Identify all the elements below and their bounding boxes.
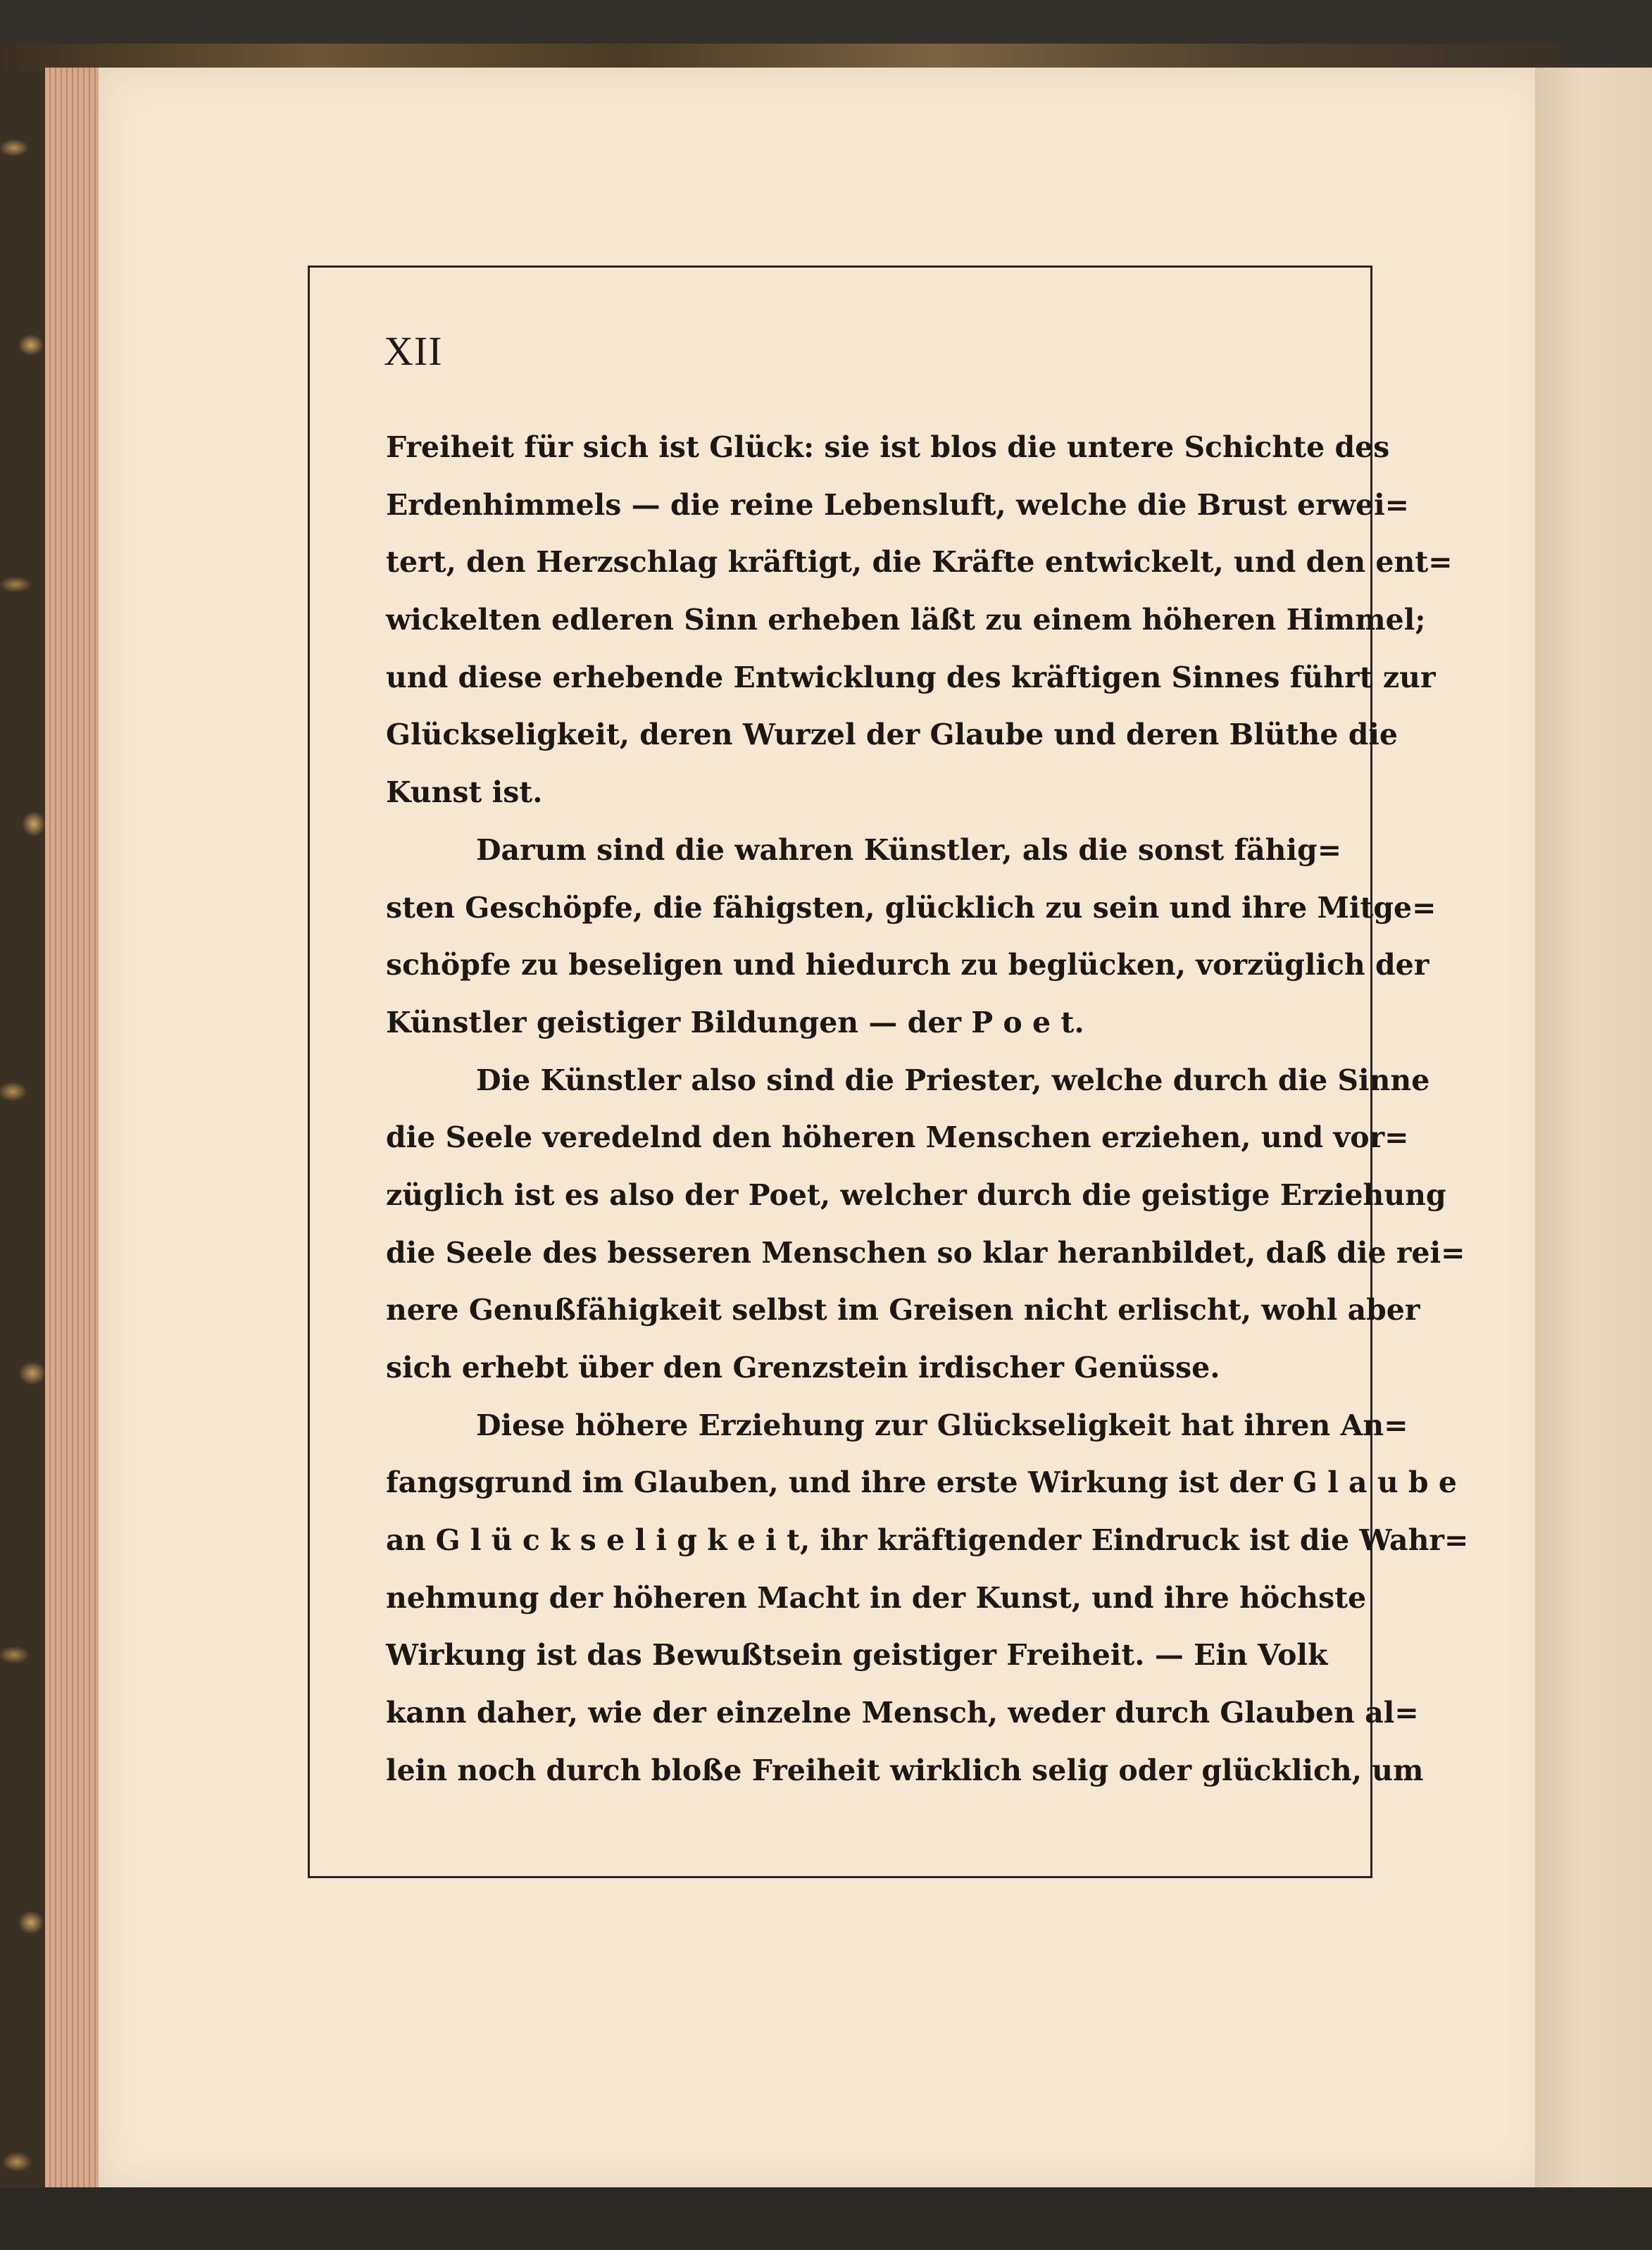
text-line: Erdenhimmels — die reine Lebensluft, welche die Brust erwei= <box>386 487 1409 522</box>
page-text <box>386 419 1469 1800</box>
text-line: tert, den Herzschlag kräftigt, die Kräfte entwickelt, und den ent= <box>386 545 1453 580</box>
text-line: Wirkung ist das Bewußtsein geistiger Freiheit. — Ein Volk <box>386 1638 1328 1673</box>
text-line: an G l ü c k s e l i g k e i t, ihr kräftigender Eindruck ist die Wahr= <box>386 1523 1469 1558</box>
text-line: züglich ist es also der Poet, welcher durch die geistige Erziehung <box>386 1177 1446 1212</box>
text-line: Diese höhere Erziehung zur Glückseligkeit hat ihren An= <box>476 1408 1408 1442</box>
text-line: nere Genußfähigkeit selbst im Greisen nicht erlischt, wohl aber <box>386 1293 1420 1327</box>
text-line: sich erhebt über den Grenzstein irdischer Genüsse. <box>386 1351 1220 1385</box>
text-line: sten Geschöpfe, die fähigsten, glücklich zu sein und ihre Mitge= <box>386 890 1437 925</box>
text-line: die Seele veredelnd den höheren Menschen erziehen, und vor= <box>386 1120 1409 1155</box>
text-line: Glückseligkeit, deren Wurzel der Glaube und deren Blüthe die <box>386 718 1398 752</box>
marbled-binding <box>0 49 51 2250</box>
text-line: und diese erhebende Entwicklung des kräftigen Sinnes führt zur <box>386 660 1436 694</box>
text-line: lein noch durch bloße Freiheit wirklich selig oder glücklich, um <box>386 1753 1424 1787</box>
facing-page-edge <box>1535 68 1652 2187</box>
page-number: XII <box>384 328 443 374</box>
text-line: die Seele des besseren Menschen so klar heranbildet, daß die rei= <box>386 1235 1465 1270</box>
text-line: Künstler geistiger Bildungen — der P o e t. <box>386 1005 1084 1039</box>
text-line: Freiheit für sich ist Glück: sie ist blos die untere Schichte des <box>386 430 1390 464</box>
text-line: Kunst ist. <box>386 775 543 810</box>
bottom-shadow <box>0 2187 1652 2250</box>
text-line: Die Künstler also sind die Priester, welche durch die Sinne <box>476 1063 1430 1097</box>
text-line: wickelten edleren Sinn erheben läßt zu einem höheren Himmel; <box>386 603 1426 637</box>
text-line: nehmung der höheren Macht in der Kunst, und ihre höchste <box>386 1580 1367 1615</box>
text-line: fangsgrund im Glauben, und ihre erste Wirkung ist der G l a u b e <box>386 1465 1457 1500</box>
text-line: kann daher, wie der einzelne Mensch, weder durch Glauben al= <box>386 1696 1419 1730</box>
text-line: schöpfe zu beseligen und hiedurch zu beglücken, vorzüglich der <box>386 948 1429 982</box>
text-line: Darum sind die wahren Künstler, als die sonst fähig= <box>476 832 1342 867</box>
